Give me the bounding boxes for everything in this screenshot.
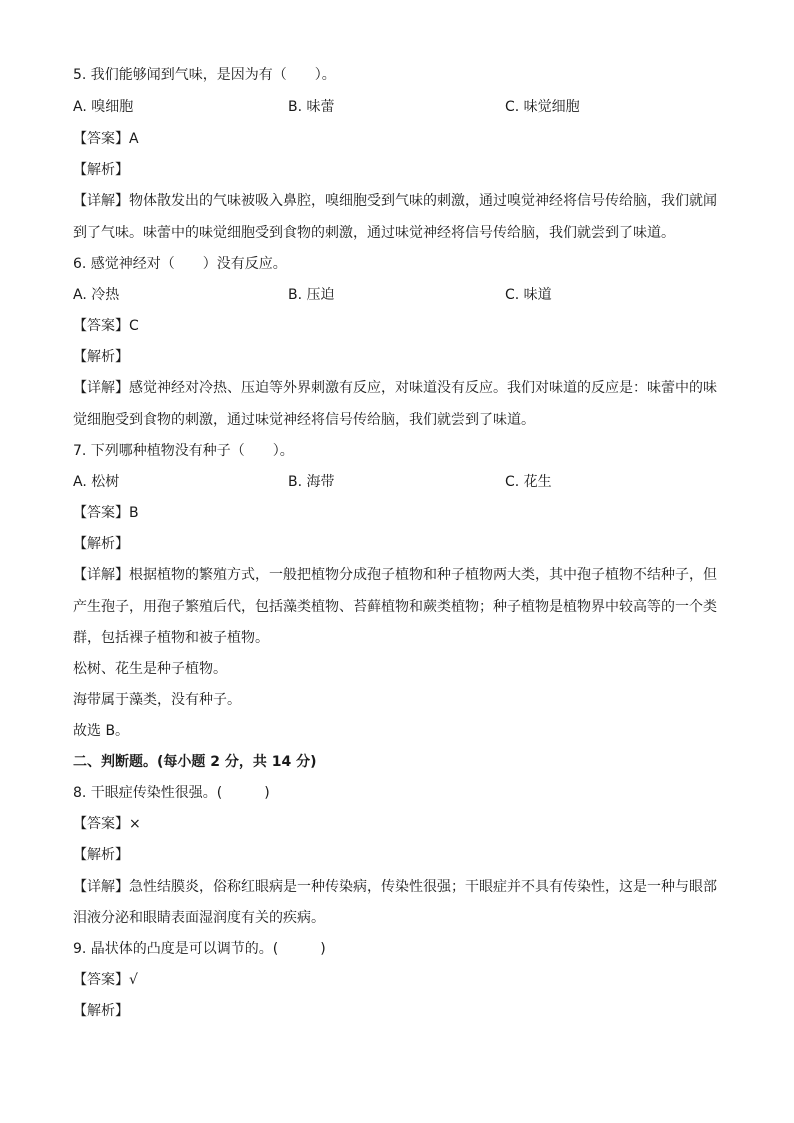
q8-analysis-label: 【解析】 — [73, 847, 129, 863]
q8-stem: 8. 干眼症传染性很强。( ) — [73, 785, 270, 801]
q7-analysis-label: 【解析】 — [73, 536, 129, 552]
q6-detail-line-2: 觉细胞受到食物的刺激，通过味觉神经将信号传给脑，我们就尝到了味道。 — [73, 412, 535, 428]
q9-stem: 9. 晶状体的凸度是可以调节的。( ) — [73, 941, 326, 957]
q7-detail-line-2: 产生孢子，用孢子繁殖后代，包括藻类植物、苔藓植物和蕨类植物；种子植物是植物界中较高等的一个类 — [73, 599, 717, 615]
q6-stem: 6. 感觉神经对（ ）没有反应。 — [73, 256, 287, 272]
q9-answer: 【答案】√ — [73, 972, 138, 988]
q5-analysis-label: 【解析】 — [73, 162, 129, 178]
q8-detail-line-1: 【详解】急性结膜炎，俗称红眼病是一种传染病，传染性很强；干眼症并不具有传染性，这是一种与眼部 — [73, 879, 717, 895]
q5-option-c: C. 味觉细胞 — [505, 99, 580, 115]
q5-detail-line-1: 【详解】物体散发出的气味被吸入鼻腔，嗅细胞受到气味的刺激，通过嗅觉神经将信号传给脑，我们就闻 — [73, 193, 717, 209]
q8-detail-line-2: 泪液分泌和眼睛表面湿润度有关的疾病。 — [73, 910, 325, 926]
q6-option-b: B. 压迫 — [288, 287, 335, 303]
q7-option-b: B. 海带 — [288, 474, 335, 490]
q8-answer: 【答案】× — [73, 816, 141, 832]
q5-stem: 5. 我们能够闻到气味，是因为有（ ）。 — [73, 67, 336, 83]
q7-option-c: C. 花生 — [505, 474, 552, 490]
q5-option-a: A. 嗅细胞 — [73, 99, 134, 115]
q9-analysis-label: 【解析】 — [73, 1003, 129, 1019]
q6-option-c: C. 味道 — [505, 287, 552, 303]
q7-detail-line-4: 松树、花生是种子植物。 — [73, 661, 227, 677]
q7-detail-line-3: 群，包括裸子植物和被子植物。 — [73, 630, 269, 646]
q5-detail-line-2: 到了气味。味蕾中的味觉细胞受到食物的刺激，通过味觉神经将信号传给脑，我们就尝到了味道。 — [73, 225, 675, 241]
q5-answer: 【答案】A — [73, 131, 139, 147]
q7-option-a: A. 松树 — [73, 474, 120, 490]
q7-detail-line-6: 故选 B。 — [73, 723, 130, 739]
q7-detail-line-5: 海带属于藻类，没有种子。 — [73, 692, 241, 708]
q6-option-a: A. 冷热 — [73, 287, 120, 303]
q5-option-b: B. 味蕾 — [288, 99, 335, 115]
section-heading: 二、判断题。(每小题 2 分，共 14 分) — [73, 754, 317, 770]
q6-analysis-label: 【解析】 — [73, 349, 129, 365]
q7-detail-line-1: 【详解】根据植物的繁殖方式，一般把植物分成孢子植物和种子植物两大类，其中孢子植物不结种子，但 — [73, 567, 717, 583]
q7-answer: 【答案】B — [73, 505, 139, 521]
q7-stem: 7. 下列哪种植物没有种子（ ）。 — [73, 443, 294, 459]
q6-answer: 【答案】C — [73, 318, 139, 334]
q6-detail-line-1: 【详解】感觉神经对冷热、压迫等外界刺激有反应，对味道没有反应。我们对味道的反应是：味蕾中的味 — [73, 380, 717, 396]
